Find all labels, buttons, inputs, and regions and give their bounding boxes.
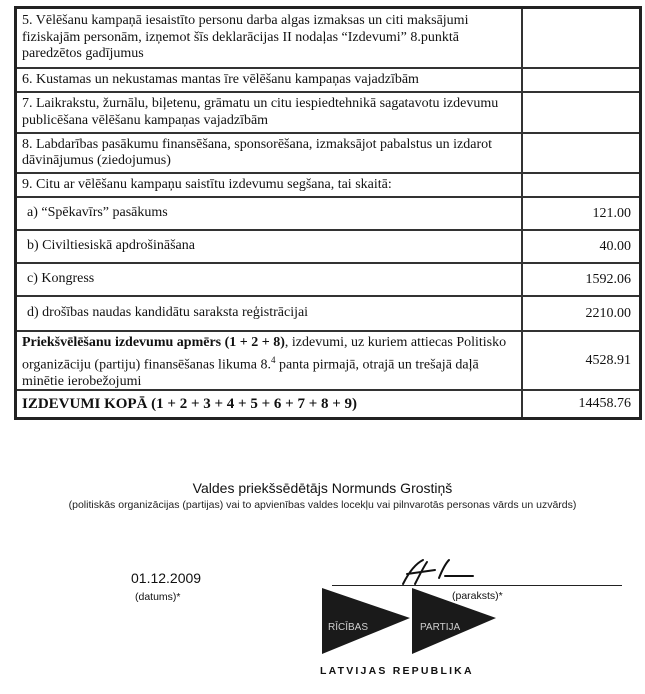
table-row [17, 262, 639, 295]
row-value [523, 69, 639, 91]
row-label: 7. Laikrakstu, žurnālu, biļetenu, grāmatu un citu iespiedtehnikā sagatavotu izdevumu publicēšana vēlēšanu kampaņas vajadzībām [17, 93, 523, 132]
row-value [523, 174, 639, 196]
prevote-label-part2: panta pirmajā, otrajā un trešajā daļā minētie ierobežojumi [22, 357, 479, 389]
row-label: a) “Spēkavīrs” pasākums [17, 198, 523, 229]
row-value: 121.00 [592, 205, 631, 221]
row-label: 5. Vēlēšanu kampaņā iesaistīto personu darba algas izmaksas un citi maksājumi fiziskajām personām, izņemot šīs deklarācijas II nodaļas “Izdevumi” 8.punktā paredzētos gadījumus [17, 9, 523, 67]
prevote-superscript: 4 [270, 354, 276, 365]
total-label: IZDEVUMI KOPĀ (1 + 2 + 3 + 4 + 5 + 6 + 7 + 8 + 9) [17, 391, 523, 417]
row-label: 9. Citu ar vēlēšanu kampaņu saistītu izdevumu segšana, tai skaitā: [17, 174, 523, 196]
chair-caption: (politiskās organizācijas (partijas) vai to apvienības valdes locekļu vai pilnvarotās personas vārds un uzvārds) [68, 499, 577, 511]
row-value: 2210.00 [585, 305, 631, 321]
row-label: 8. Labdarības pasākumu finansēšana, sponsorēšana, izmaksājot pabalstus un izdarot dāvinājumus (ziedojumus) [17, 134, 523, 172]
logo-triangle-left [322, 588, 410, 654]
date-value: 01.12.2009 [131, 570, 202, 586]
row-label: 6. Kustamas un nekustamas mantas īre vēlēšanu kampaņas vajadzībām [17, 69, 523, 91]
prevote-bold-label: Priekšvēlēšanu izdevumu apmērs (1 + 2 + 8) [22, 335, 285, 350]
table-row [17, 196, 639, 229]
table-row-total [17, 389, 639, 417]
table-row [17, 9, 639, 67]
chair-line: Valdes priekšsēdētājs Normunds Grostiņš [192, 480, 453, 496]
row-value [523, 93, 639, 132]
prevote-label [17, 332, 523, 389]
sign-caption: (paraksts)* [452, 590, 503, 602]
table-row [17, 172, 639, 196]
table-row-prevote [17, 330, 639, 389]
handwritten-signature [395, 554, 495, 594]
date-caption: (datums)* [135, 591, 181, 603]
row-label: c) Kongress [17, 264, 523, 295]
table-row [17, 67, 639, 91]
table-row [17, 91, 639, 132]
row-value: 40.00 [599, 238, 631, 254]
row-label: b) Civiltiesiskā apdrošināšana [17, 231, 523, 262]
table-row [17, 132, 639, 172]
row-value: 1592.06 [585, 271, 631, 287]
expenses-table [14, 6, 642, 420]
table-row [17, 295, 639, 330]
logo-left-text: RĪCĪBAS [328, 622, 369, 633]
row-value [523, 134, 639, 172]
logo-right-text: PARTIJA [420, 622, 461, 633]
prevote-value: 4528.91 [585, 352, 631, 368]
row-value [523, 9, 639, 67]
table-row [17, 229, 639, 262]
prevote-label-part1: , izdevumi, uz kuriem attiecas Politisko organizāciju (partiju) finansēšanas likuma 8. [22, 335, 507, 373]
row-label: d) drošības naudas kandidātu saraksta reģistrācijai [17, 297, 523, 330]
total-value: 14458.76 [578, 396, 631, 411]
logo-bottom-text: LATVIJAS REPUBLIKA [320, 665, 474, 677]
